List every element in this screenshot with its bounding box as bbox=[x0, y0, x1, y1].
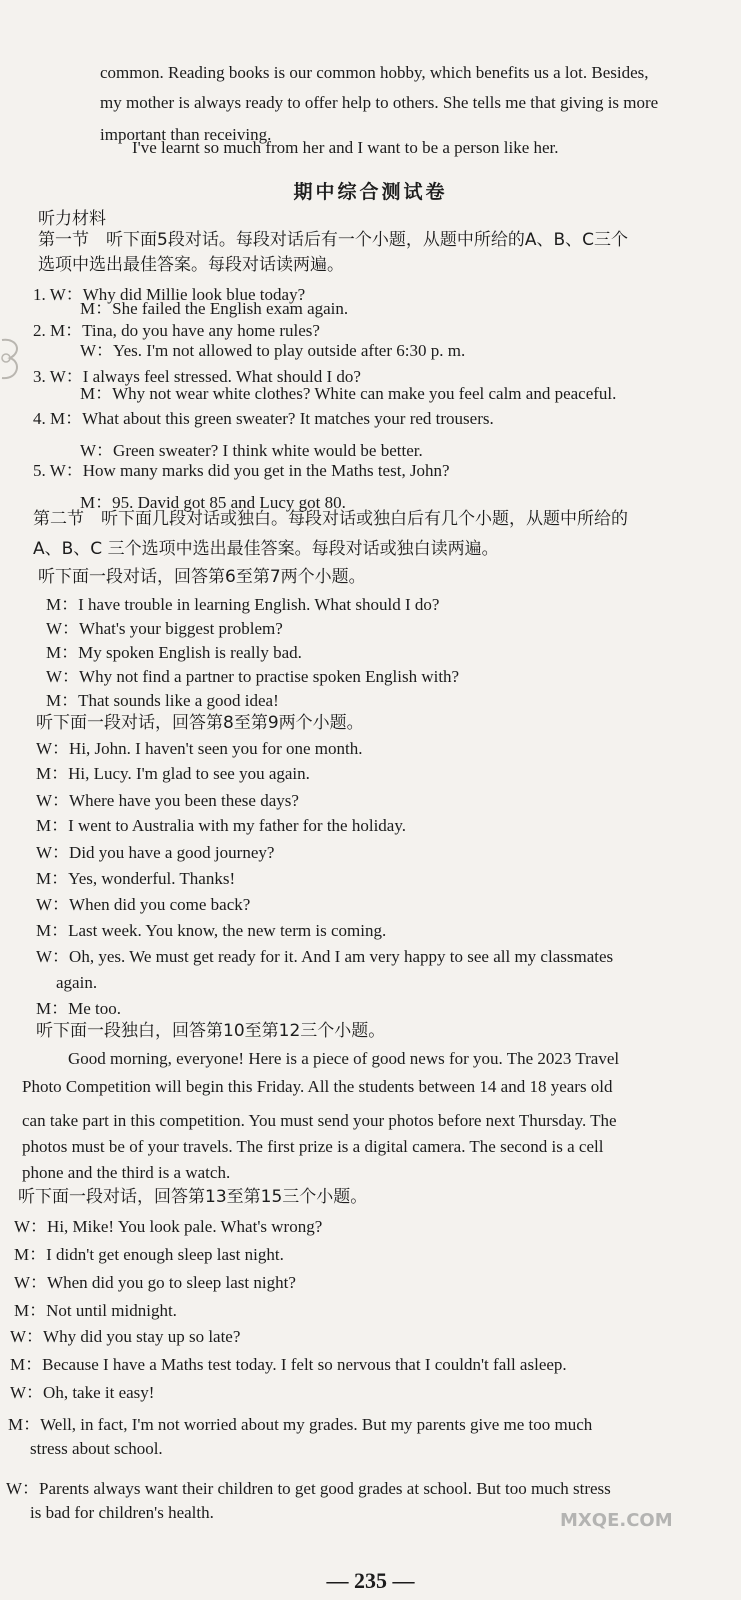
dialogue-line: M：Me too. bbox=[36, 999, 121, 1018]
dialogue-line: W：When did you go to sleep last night? bbox=[14, 1273, 296, 1292]
dialogue-line: 5. W：How many marks did you get in the Maths test, John? bbox=[33, 461, 450, 480]
monologue-line: phone and the third is a watch. bbox=[22, 1163, 231, 1182]
question-instruction: 听下面一段对话，回答第8至第9两个小题。 bbox=[36, 713, 364, 733]
dialogue-line: M：Yes, wonderful. Thanks! bbox=[36, 869, 236, 888]
dialogue-line: W：Yes. I'm not allowed to play outside after 6:30 p. m. bbox=[80, 341, 466, 360]
dialogue-line: W：Where have you been these days? bbox=[36, 791, 299, 810]
intro-line: I've learnt so much from her and I want to be a person like her. bbox=[132, 138, 559, 157]
section-heading: 第一节 听下面5段对话。每段对话后有一个小题，从题中所给的A、B、C三个 bbox=[38, 230, 628, 250]
question-instruction: 听下面一段对话，回答第6至第7两个小题。 bbox=[38, 567, 366, 587]
question-instruction: 听下面一段对话，回答第13至第15三个小题。 bbox=[18, 1187, 368, 1207]
section-heading: 第二节 听下面几段对话或独白。每段对话或独白后有几个小题，从题中所给的 bbox=[33, 509, 628, 529]
dialogue-line: M：95. David got 85 and Lucy got 80. bbox=[80, 493, 346, 512]
dialogue-line: W：What's your biggest problem? bbox=[46, 619, 283, 638]
dialogue-line: W：Why did you stay up so late? bbox=[10, 1327, 241, 1346]
flower-ornament-icon bbox=[0, 330, 26, 390]
dialogue-line: M：I went to Australia with my father for the holiday. bbox=[36, 816, 406, 835]
monologue-line: Photo Competition will begin this Friday. All the students between 14 and 18 years old bbox=[22, 1077, 613, 1096]
dialogue-line: M：Why not wear white clothes? White can make you feel calm and peaceful. bbox=[80, 384, 617, 403]
dialogue-line: 4. M：What about this green sweater? It matches your red trousers. bbox=[33, 409, 494, 428]
dialogue-line: W：Why not find a partner to practise spoken English with? bbox=[46, 667, 460, 686]
dialogue-line: M：She failed the English exam again. bbox=[80, 299, 349, 318]
dialogue-line: W：Did you have a good journey? bbox=[36, 843, 275, 862]
dialogue-line: M：Because I have a Maths test today. I felt so nervous that I couldn't fall asleep. bbox=[10, 1355, 567, 1374]
dialogue-line: W：Parents always want their children to get good grades at school. But too much stress bbox=[6, 1479, 611, 1498]
dialogue-line: is bad for children's health. bbox=[30, 1503, 214, 1522]
dialogue-line: 1. W：Why did Millie look blue today? bbox=[33, 285, 306, 304]
section-heading: A、B、C 三个选项中选出最佳答案。每段对话或独白读两遍。 bbox=[33, 539, 499, 559]
monologue-line: photos must be of your travels. The first prize is a digital camera. The second is a cell bbox=[22, 1137, 604, 1156]
page-number: — 235 — bbox=[326, 1568, 415, 1593]
dialogue-line: 2. M：Tina, do you have any home rules? bbox=[33, 321, 320, 340]
dialogue-line: W：When did you come back? bbox=[36, 895, 251, 914]
monologue-line: can take part in this competition. You must send your photos before next Thursday. The bbox=[22, 1111, 617, 1130]
dialogue-line: W：Oh, take it easy! bbox=[10, 1383, 155, 1402]
dialogue-line: 3. W：I always feel stressed. What should I do? bbox=[33, 367, 361, 386]
dialogue-line: again. bbox=[56, 973, 98, 992]
dialogue-line: M：Well, in fact, I'm not worried about my grades. But my parents give me too much bbox=[8, 1415, 593, 1434]
dialogue-line: M：My spoken English is really bad. bbox=[46, 643, 302, 662]
dialogue-line: M：That sounds like a good idea! bbox=[46, 691, 279, 710]
dialogue-line: M：Hi, Lucy. I'm glad to see you again. bbox=[36, 764, 310, 783]
dialogue-line: M：Last week. You know, the new term is coming. bbox=[36, 921, 387, 940]
question-instruction: 听下面一段独白，回答第10至第12三个小题。 bbox=[36, 1021, 386, 1041]
dialogue-line: M：I didn't get enough sleep last night. bbox=[14, 1245, 284, 1264]
dialogue-line: stress about school. bbox=[30, 1439, 163, 1458]
dialogue-line: M：Not until midnight. bbox=[14, 1301, 177, 1320]
intro-line: common. Reading books is our common hobby, which benefits us a lot. Besides, bbox=[100, 63, 649, 82]
dialogue-line: W：Green sweater? I think white would be better. bbox=[80, 441, 423, 460]
dialogue-line: M：I have trouble in learning English. What should I do? bbox=[46, 595, 440, 614]
intro-line: my mother is always ready to offer help to others. She tells me that giving is more bbox=[100, 93, 659, 112]
monologue-line: Good morning, everyone! Here is a piece of good news for you. The 2023 Travel bbox=[68, 1049, 620, 1068]
section-heading: 选项中选出最佳答案。每段对话读两遍。 bbox=[38, 255, 344, 275]
section-label: 听力材料 bbox=[38, 209, 106, 229]
intro-line: important than receiving. bbox=[100, 125, 272, 144]
page-title: 期中综合测试卷 bbox=[293, 181, 448, 203]
dialogue-line: W：Hi, Mike! You look pale. What's wrong? bbox=[14, 1217, 323, 1236]
dialogue-line: W：Hi, John. I haven't seen you for one month. bbox=[36, 739, 363, 758]
dialogue-line: W：Oh, yes. We must get ready for it. And I am very happy to see all my classmates bbox=[36, 947, 614, 966]
watermark: MXQE.COM bbox=[560, 1510, 673, 1531]
